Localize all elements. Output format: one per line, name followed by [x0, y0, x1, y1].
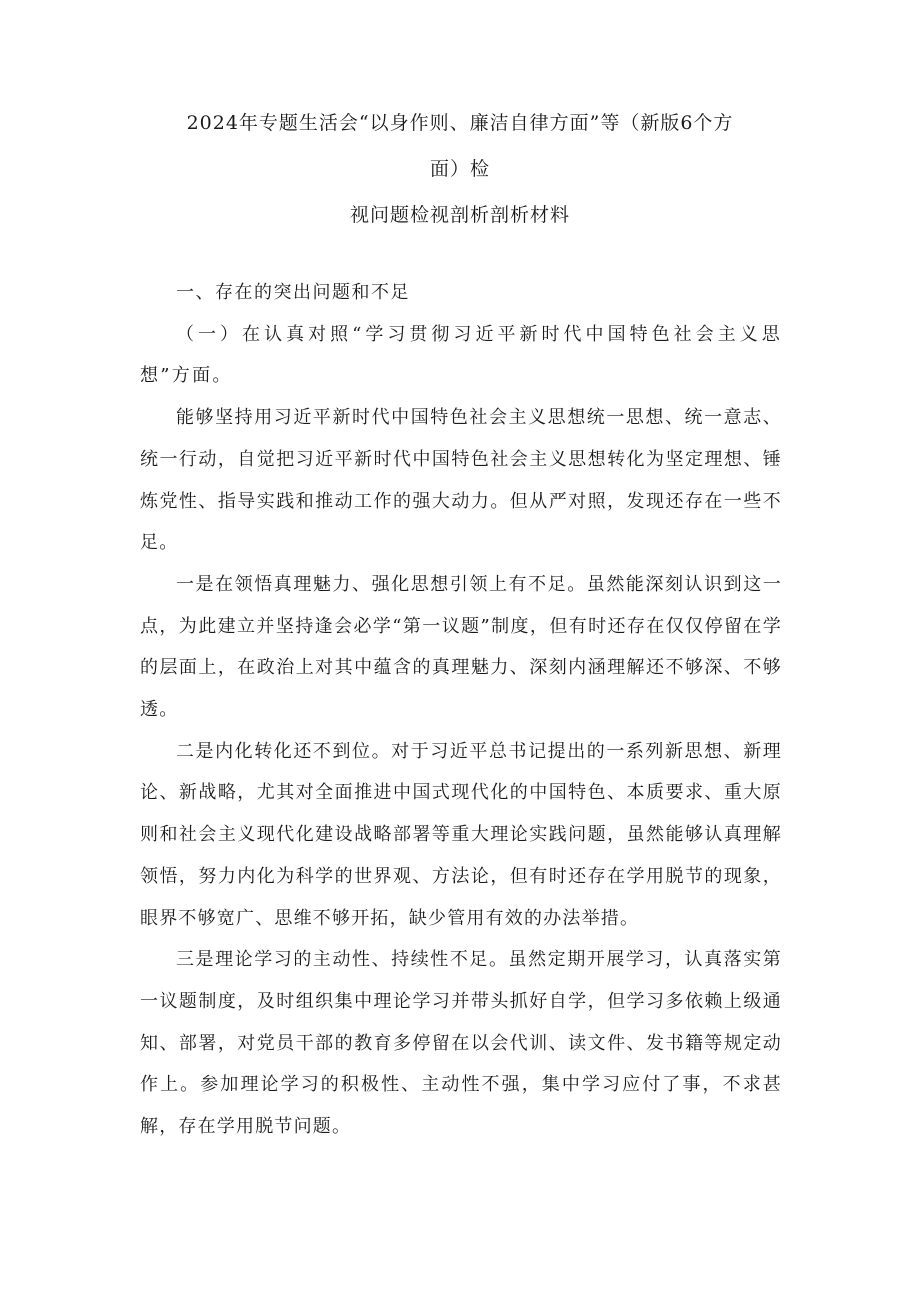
paragraph-intro: 能够坚持用习近平新时代中国特色社会主义思想统一思想、统一意志、统一行动，自觉把习近平新时代中国特色社会主义思想转化为坚定理想、锤炼党性、指导实践和推动工作的强大动力。但从严对照，发现还存在一些不足。	[140, 407, 782, 554]
title-line-1: 2024年专题生活会“以身作则、廉洁自律方面”等（新版6个方	[186, 112, 734, 134]
title-line-3: 视问题检视剖析剖析材料	[349, 204, 570, 226]
paragraph-point-3: 三是理论学习的主动性、持续性不足。虽然定期开展学习，认真落实第一议题制度，及时组织集中理论学习并带头抓好自学，但学习多依赖上级通知、部署，对党员干部的教育多停留在以会代训、读文件、发书籍等规定动作上。参加理论学习的积极性、主动性不强，集中学习应付了事，不求甚解，存在学用脱节问题。	[140, 949, 782, 1138]
title-line-2: 面）检	[429, 158, 490, 180]
paragraph-point-1: 一是在领悟真理魅力、强化思想引领上有不足。虽然能深刻认识到这一点，为此建立并坚持逢会必学“第一议题”制度，但有时还存在仅仅停留在学的层面上，在政治上对其中蕴含的真理魅力、深刻内涵理解还不够深、不够透。	[140, 573, 782, 721]
document-title	[140, 100, 780, 238]
paragraph-point-2: 二是内化转化还不到位。对于习近平总书记提出的一系列新思想、新理论、新战略，尤其对全面推进中国式现代化的中国特色、本质要求、重大原则和社会主义现代化建设战略部署等重大理论实践问题，虽然能够认真理解领悟，努力内化为科学的世界观、方法论，但有时还存在学用脱节的现象，眼界不够宽广、思维不够开拓，缺少管用有效的办法举措。	[140, 740, 782, 929]
section-heading: 一、存在的突出问题和不足	[176, 282, 410, 303]
subsection-heading: （一）在认真对照“学习贯彻习近平新时代中国特色社会主义思想”方面。	[140, 323, 782, 387]
document-body	[140, 272, 782, 1148]
